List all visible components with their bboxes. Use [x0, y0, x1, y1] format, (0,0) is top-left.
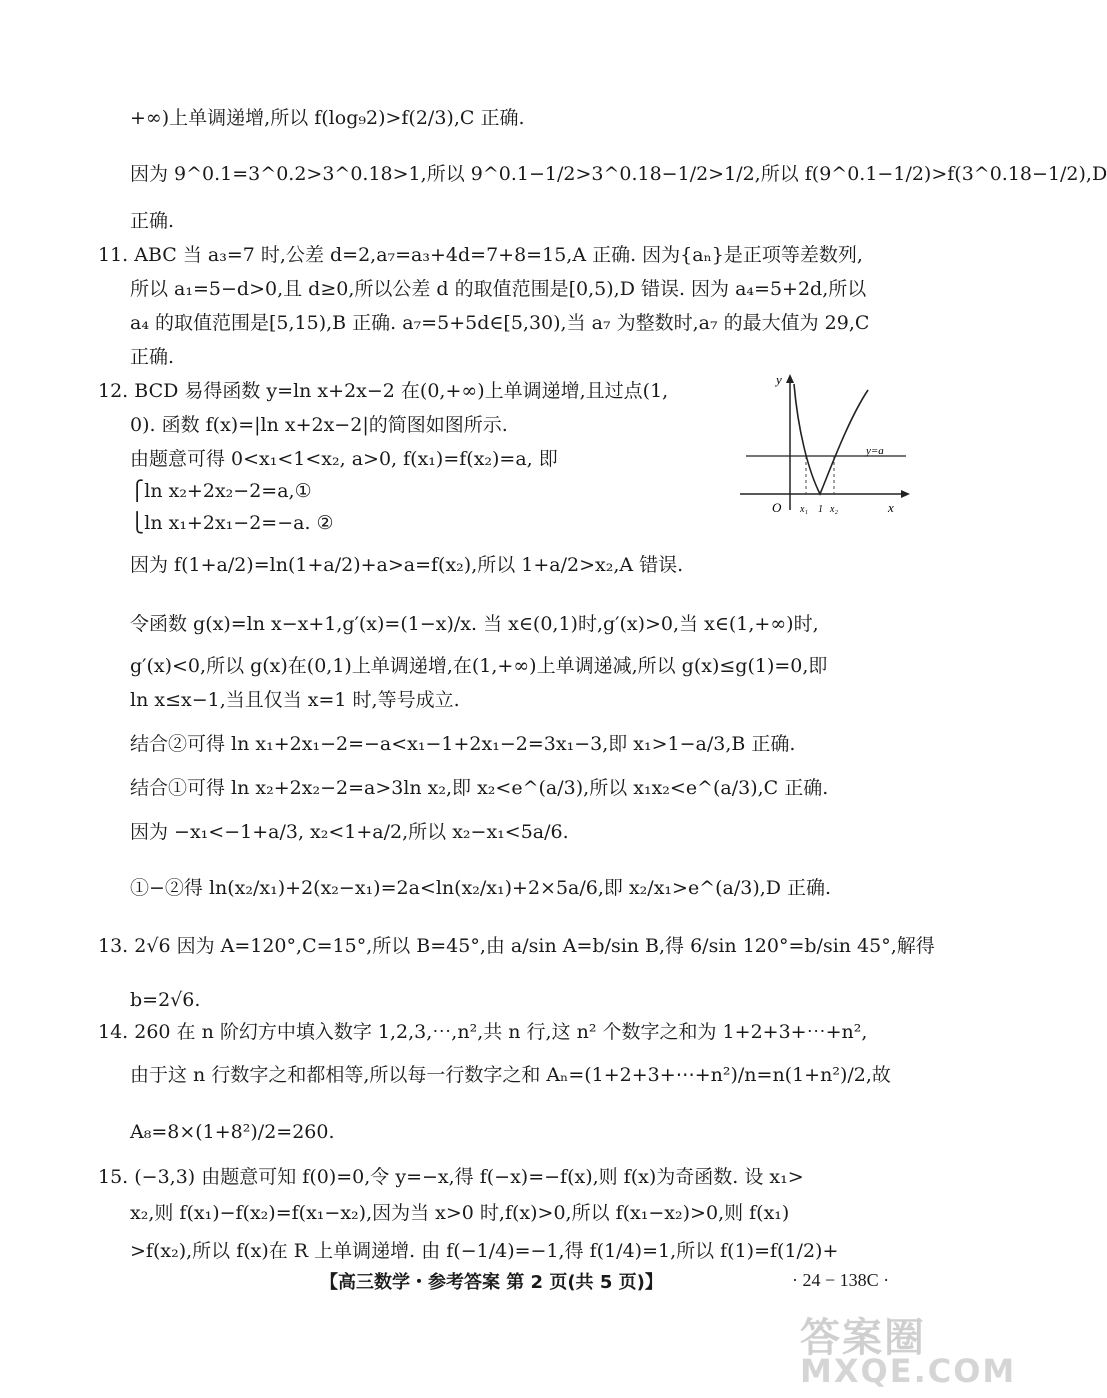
y-axis-label: y [776, 372, 782, 387]
text-line: >f(x₂),所以 f(x)在 R 上单调递增. 由 f(−1/4)=−1,得 f(1/4)=1,所以 f(1)=f(1/2)+ [130, 1240, 839, 1262]
text-line: g′(x)<0,所以 g(x)在(0,1)上单调递增,在(1,+∞)上单调递减,所以 g(x)≤g(1)=0,即 [130, 655, 828, 677]
text-line: 正确. [130, 346, 175, 368]
watermark-logo: 答案圈 [800, 1315, 926, 1361]
text-line: 15. (−3,3) 由题意可知 f(0)=0,令 y=−x,得 f(−x)=−f(x),则 f(x)为奇函数. 设 x₁> [98, 1166, 804, 1188]
text-line: b=2√6. [130, 989, 201, 1011]
text-line: 因为 f(1+a/2)=ln(1+a/2)+a>a=f(x₂),所以 1+a/2>x₂,A 错误. [130, 554, 684, 576]
text-line: ln x≤x−1,当且仅当 x=1 时,等号成立. [130, 689, 460, 711]
x1-label: x₁ [800, 504, 808, 515]
x2-label: x₂ [830, 504, 838, 515]
text-line: +∞)上单调递增,所以 f(log₉2)>f(2/3),C 正确. [130, 107, 525, 129]
x-axis-label: x [888, 500, 894, 515]
page-footer: 【高三数学・参考答案 第 2 页(共 5 页)】 [320, 1272, 663, 1293]
document-code: · 24 − 138C · [792, 1270, 890, 1290]
text-line: 11. ABC 当 a₃=7 时,公差 d=2,a₇=a₃+4d=7+8=15,A 正确. 因为{aₙ}是正项等差数列, [98, 244, 863, 266]
curve-abs-f [794, 384, 868, 494]
origin-label: O [772, 500, 782, 515]
text-line: 13. 2√6 因为 A=120°,C=15°,所以 B=45°,由 a/sin A=b/sin B,得 6/sin 120°=b/sin 45°,解得 [98, 935, 935, 957]
text-line: 由于这 n 行数字之和都相等,所以每一行数字之和 Aₙ=(1+2+3+⋯+n²)/n=n(1+n²)/2,故 [130, 1064, 891, 1086]
watermark-url: MXQE.COM [800, 1352, 1017, 1390]
text-line: 令函数 g(x)=ln x−x+1,g′(x)=(1−x)/x. 当 x∈(0,1)时,g′(x)>0,当 x∈(1,+∞)时, [130, 613, 819, 635]
text-line: 结合①可得 ln x₂+2x₂−2=a>3ln x₂,即 x₂<e^(a/3),所以 x₁x₂<e^(a/3),C 正确. [130, 777, 829, 799]
text-line: ⎧ln x₂+2x₂−2=a,① [130, 480, 312, 502]
text-line: A₈=8×(1+8²)/2=260. [130, 1121, 335, 1143]
function-graph [738, 370, 918, 520]
text-line: ⎩ln x₁+2x₁−2=−a. ② [130, 512, 334, 534]
text-line: 所以 a₁=5−d>0,且 d≥0,所以公差 d 的取值范围是[0,5),D 错误. 因为 a₄=5+2d,所以 [130, 278, 867, 300]
text-line: 12. BCD 易得函数 y=ln x+2x−2 在(0,+∞)上单调递增,且过点(1, [98, 380, 669, 402]
text-line: x₂,则 f(x₁)−f(x₂)=f(x₁−x₂),因为当 x>0 时,f(x)>0,所以 f(x₁−x₂)>0,则 f(x₁) [130, 1202, 790, 1224]
text-line: 因为 9^0.1=3^0.2>3^0.18>1,所以 9^0.1−1/2>3^0.18−1/2>1/2,所以 f(9^0.1−1/2)>f(3^0.18−1/2),D [130, 163, 1107, 185]
y-axis-arrow-icon [786, 374, 794, 383]
text-line: 结合②可得 ln x₁+2x₁−2=−a<x₁−1+2x₁−2=3x₁−3,即 x₁>1−a/3,B 正确. [130, 733, 796, 755]
line-label: y=a [866, 445, 884, 457]
text-line: a₄ 的取值范围是[5,15),B 正确. a₇=5+5d∈[5,30),当 a₇ 为整数时,a₇ 的最大值为 29,C [130, 312, 870, 334]
one-label: 1 [818, 504, 823, 515]
text-line: 因为 −x₁<−1+a/3, x₂<1+a/2,所以 x₂−x₁<5a/6. [130, 821, 569, 843]
x-axis-arrow-icon [901, 490, 910, 498]
text-line: 14. 260 在 n 阶幻方中填入数字 1,2,3,⋯,n²,共 n 行,这 n² 个数字之和为 1+2+3+⋯+n², [98, 1021, 868, 1043]
text-line: 由题意可得 0<x₁<1<x₂, a>0, f(x₁)=f(x₂)=a, 即 [130, 448, 558, 470]
text-line: ①−②得 ln(x₂/x₁)+2(x₂−x₁)=2a<ln(x₂/x₁)+2×5a/6,即 x₂/x₁>e^(a/3),D 正确. [130, 877, 832, 899]
text-line: 正确. [130, 210, 175, 232]
text-line: 0). 函数 f(x)=|ln x+2x−2|的简图如图所示. [130, 414, 508, 436]
